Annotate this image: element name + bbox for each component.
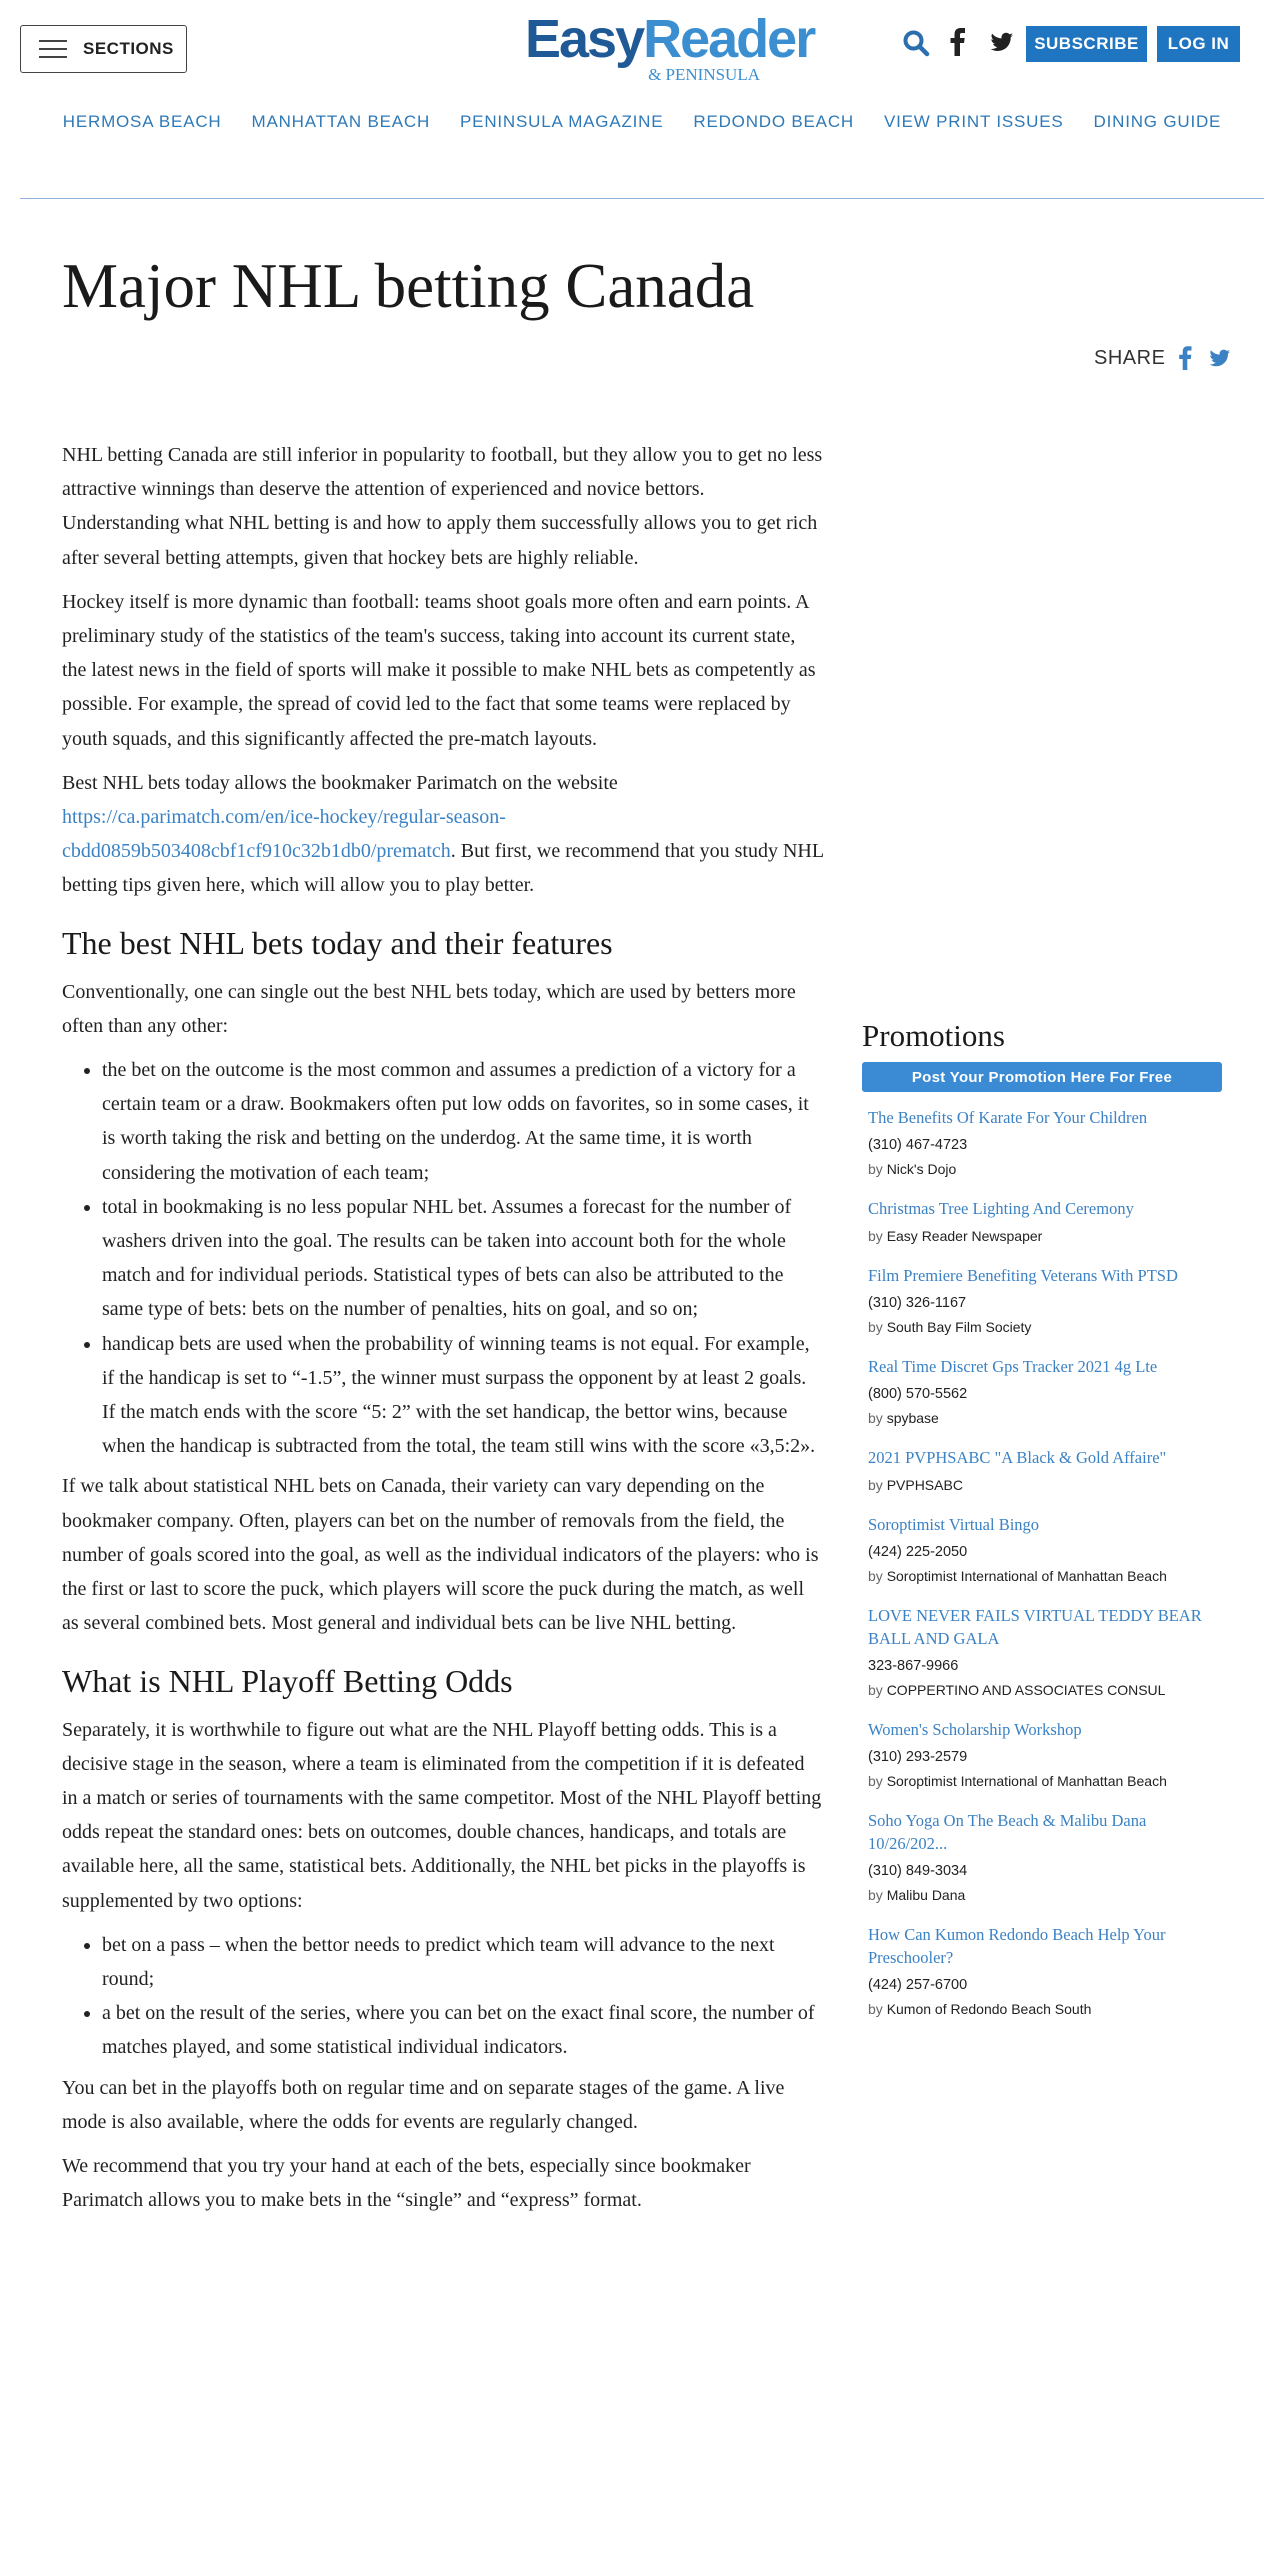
promo-item <box>862 1264 1222 1335</box>
nav-item-hermosa-beach[interactable]: HERMOSA BEACH <box>62 112 222 131</box>
subscribe-button[interactable]: SUBSCRIBE <box>1026 26 1147 62</box>
promo-organizer: by Malibu Dana <box>868 1887 966 1903</box>
promo-phone: (310) 326-1167 <box>868 1295 967 1311</box>
promo-organizer: by Soroptimist International of Manhattan Beach <box>868 1568 1167 1584</box>
list-item: • handicap bets are used when the probability of winning teams is not equal. For example, if the handicap is set to “-1.5”, the winner must surpass the opponent by at least 2 goals. If the match ends with the score “5: 2” with the set handicap, the bettor wins, because when the handicap is subtracted from the total, the team still wins with the score «3,5:2». <box>102 1327 824 1464</box>
paragraph: Best NHL bets today allows the bookmaker Parimatch on the website https://ca.parimatch.com/en/ice-hockey/regular-season-cbdd0859b503408cbf1cf910c32b1db0/prematch. But first, we recommend that you study NHL betting tips given here, which will allow you to play better. <box>62 771 824 897</box>
promo-organizer: by COPPERTINO AND ASSOCIATES CONSUL <box>868 1682 1166 1698</box>
list-item: • total in bookmaking is no less popular NHL bet. Assumes a forecast for the number of washers driven into the goal. The results can be taken into account both for the whole match and for individual periods. Statistical types of bets can also be attributed to the same type of bets: bets on the number of penalties, hits on goal, and so on; <box>102 1190 824 1327</box>
hamburger-icon <box>39 40 67 58</box>
paragraph: If we talk about statistical NHL bets on Canada, their variety can vary depending on the bookmaker company. Often, players can bet on the number of removals from the field, the number of goals scored into the goal, as well as the individual indicators of the players: who is the first or last to score the puck, which players will score the puck during the match, as well as several combined bets. Most general and individual bets can be live NHL betting. <box>62 1475 819 1635</box>
article-body <box>62 438 824 2227</box>
promo-title-link[interactable]: Soho Yoga On The Beach & Malibu Dana 10/26/202... <box>868 1811 1147 1853</box>
nav-item-peninsula-magazine[interactable]: PENINSULA MAGAZINE <box>460 112 664 131</box>
post-promotion-button[interactable]: Post Your Promotion Here For Free <box>862 1062 1222 1092</box>
login-button[interactable]: LOG IN <box>1157 26 1240 62</box>
site-logo[interactable] <box>525 9 815 85</box>
parimatch-link[interactable]: https://ca.parimatch.com/en/ice-hockey/regular-season-cbdd0859b503408cbf1cf910c32b1db0/prematch <box>62 806 506 863</box>
promo-item <box>862 1106 1222 1177</box>
header-divider <box>20 198 1264 199</box>
site-header <box>0 0 1284 200</box>
nav-item-redondo-beach[interactable]: REDONDO BEACH <box>693 112 854 131</box>
promo-organizer: by Kumon of Redondo Beach South <box>868 2001 1092 2017</box>
promo-organizer: by Nick's Dojo <box>868 1161 957 1177</box>
nav-item-view-print-issues[interactable]: VIEW PRINT ISSUES <box>883 112 1064 131</box>
share-facebook-icon[interactable] <box>1179 346 1193 370</box>
list-item: • a bet on the result of the series, where you can bet on the exact final score, the number of matches played, and some statistical individual indicators. <box>102 1996 824 2064</box>
paragraph: We recommend that you try your hand at each of the bets, especially since bookmaker Parimatch allows you to make bets in the “single” and “express” format. <box>62 2154 751 2212</box>
promo-phone: (310) 293-2579 <box>868 1749 968 1765</box>
promo-phone: (424) 257-6700 <box>868 1977 968 1993</box>
promo-organizer: by PVPHSABC <box>868 1477 963 1493</box>
promo-item <box>862 1923 1222 2017</box>
facebook-icon[interactable] <box>948 28 968 56</box>
promo-title-link[interactable]: 2021 PVPHSABC "A Black & Gold Affaire" <box>868 1448 1167 1467</box>
promo-item <box>862 1446 1222 1493</box>
promo-title-link[interactable]: Women's Scholarship Workshop <box>868 1720 1082 1739</box>
paragraph: Separately, it is worthwhile to figure out what are the NHL Playoff betting odds. This is a decisive stage in the season, where a team is eliminated from the competition if it is defeated in a match or series of tournaments with the same competitor. Most of the NHL Playoff betting odds repeat the standard ones: bets on outcomes, double chances, handicaps, and totals are available here, all the same, statistical bets. Additionally, the NHL bet picks in the playoffs is supplemented by two options: <box>62 1718 822 1912</box>
list-item: • bet on a pass – when the bettor needs to predict which team will advance to the next round; <box>102 1928 824 1996</box>
promo-title-link[interactable]: Real Time Discret Gps Tracker 2021 4g Lte <box>868 1357 1158 1376</box>
share-bar <box>1094 346 1231 370</box>
section-heading: The best NHL bets today and their features <box>62 924 613 961</box>
article-title: Major NHL betting Canada <box>62 251 755 321</box>
sections-label: SECTIONS <box>83 39 174 58</box>
paragraph: Hockey itself is more dynamic than football: teams shoot goals more often and earn points. A preliminary study of the statistics of the team's success, taking into account its current state, the latest news in the field of sports will make it possible to make NHL bets as competently as possible. For example, the spread of covid led to the fact that some teams were replaced by youth squads, and this significantly affected the pre-match layouts. <box>62 590 816 750</box>
promo-organizer: by South Bay Film Society <box>868 1319 1032 1335</box>
logo-subtitle: & PENINSULA <box>648 65 760 84</box>
paragraph: You can bet in the playoffs both on regular time and on separate stages of the game. A live mode is also available, where the odds for events are regularly changed. <box>62 2076 785 2133</box>
promo-title-link[interactable]: Christmas Tree Lighting And Ceremony <box>868 1199 1134 1218</box>
promo-item <box>862 1197 1222 1244</box>
promo-organizer: by Soroptimist International of Manhattan Beach <box>868 1773 1167 1789</box>
sections-menu-button[interactable] <box>20 25 187 73</box>
promo-phone: 323-867-9966 <box>868 1658 959 1674</box>
promotions-sidebar <box>862 1016 1222 2037</box>
list-item: • the bet on the outcome is the most common and assumes a prediction of a victory for a certain team or a draw. Bookmakers often put low odds on favorites, so in some cases, it is worth taking the risk and betting on the underdog. At the same time, it is worth considering the motivation of each team; <box>102 1053 824 1190</box>
promo-item <box>862 1355 1222 1426</box>
promo-item <box>862 1809 1222 1903</box>
bet-types-list <box>62 1053 824 1463</box>
logo-wordmark: EasyReader <box>525 9 815 69</box>
section-heading: What is NHL Playoff Betting Odds <box>62 1662 513 1699</box>
promotions-title: Promotions <box>862 1018 1005 1053</box>
share-label: SHARE <box>1094 346 1166 369</box>
promo-title-link[interactable]: How Can Kumon Redondo Beach Help Your Preschooler? <box>868 1925 1166 1967</box>
paragraph: NHL betting Canada are still inferior in popularity to football, but they allow you to get no less attractive winnings than deserve the attention of experienced and novice bettors. Understanding what NHL betting is and how to apply them successfully allows you to get rich after several betting attempts, given that hockey bets are highly reliable. <box>62 444 823 569</box>
nav-item-dining-guide[interactable]: DINING GUIDE <box>1093 112 1222 131</box>
promo-item <box>862 1513 1222 1584</box>
nav-item-manhattan-beach[interactable]: MANHATTAN BEACH <box>251 112 431 131</box>
promo-phone: (800) 570-5562 <box>868 1386 968 1402</box>
playoff-options-list <box>62 1928 824 2065</box>
share-twitter-icon[interactable] <box>1209 347 1231 369</box>
paragraph: Conventionally, one can single out the best NHL bets today, which are used by betters more often than any other: <box>62 980 796 1037</box>
promo-phone: (424) 225-2050 <box>868 1544 968 1560</box>
promo-item <box>862 1604 1222 1698</box>
search-icon[interactable] <box>902 29 930 57</box>
promo-title-link[interactable]: Soroptimist Virtual Bingo <box>868 1515 1040 1534</box>
promo-title-link[interactable]: Film Premiere Benefiting Veterans With PTSD <box>868 1266 1178 1285</box>
promo-organizer: by spybase <box>868 1410 939 1426</box>
promo-phone: (310) 849-3034 <box>868 1863 968 1879</box>
promo-title-link[interactable]: The Benefits Of Karate For Your Children <box>868 1108 1148 1127</box>
promo-title-link[interactable]: LOVE NEVER FAILS VIRTUAL TEDDY BEAR BALL AND GALA <box>868 1606 1202 1648</box>
main-nav <box>0 112 1284 132</box>
promo-item <box>862 1718 1222 1789</box>
twitter-icon[interactable] <box>990 30 1014 54</box>
promo-organizer: by Easy Reader Newspaper <box>868 1228 1043 1244</box>
promo-phone: (310) 467-4723 <box>868 1137 968 1153</box>
